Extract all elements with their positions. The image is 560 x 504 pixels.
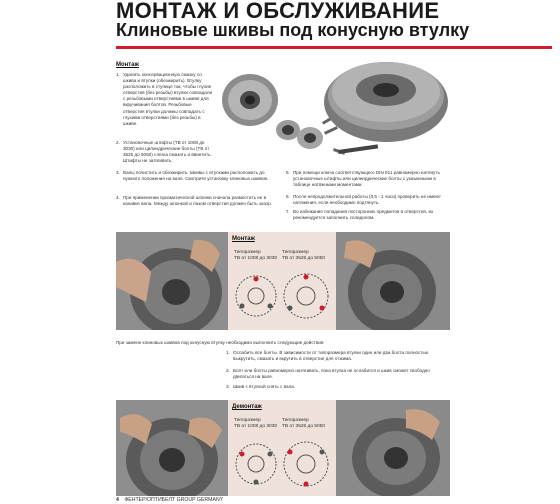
bushing-small-outline xyxy=(236,276,276,316)
removal-left-caption: Типоразмер ТВ от 1008 до 3030 xyxy=(234,418,278,429)
removal-step-2: 2. Болт или болты равномерно натягивать, пока втулка не ослабится и шкив сможет свободно двигаться на вале. xyxy=(226,368,430,380)
install-step-3: 3. Валы почистить и обезжирить. Шкивы с втулками расположить до нужного положения на вале. Смотрите установку клиновых шкивов. xyxy=(116,170,269,182)
footer xyxy=(116,497,223,503)
removal-bushing-diagrams xyxy=(232,434,332,494)
bushing-large-outline xyxy=(284,274,328,318)
company-name: ФЕНТЕР/ОПТИБЕЛТ GROUP GERMANY xyxy=(124,497,224,503)
install-step-4: 4. При применении призматической шпонки сначала разместить ее в канавке вала. Между шпонкой и пазом отверстия должен быть зазор. xyxy=(116,195,272,207)
install-step-5: 5. При помощи ключа соответствующего DIN 911 равномерно натянуть установочные штифты или цилиндрические болты с указанными в таблице натяжными моментами. xyxy=(286,170,440,188)
removal-photo-left xyxy=(116,400,228,496)
install-photo-right xyxy=(336,232,450,330)
install-step-1: 1. Удалить консервационную смазку со шкива и втулки (обезжирить). Втулку расположить в ступице так, чтобы глухие отверстия (без резьбы) втулки совпадали с резьбовыми отверстиями в шкиве для вкручивания болтов. Резьбовые отверстия втулки должны совпадать с глухими отверстиями (без резьбы) в шкиве. xyxy=(116,72,213,126)
page-subtitle: Клиновые шкивы под конусную втулку xyxy=(116,20,470,40)
page-number: 4 xyxy=(116,497,119,503)
page-title: МОНТАЖ И ОБСЛУЖИВАНИЕ xyxy=(116,0,440,23)
install-step-6: 6. После непродолжительной работы (0,5 - 1 часа) проверить не имеют натяжения, если необходимо подтянуть. xyxy=(286,194,442,206)
removal-photo-right xyxy=(336,400,450,496)
install-photo-left xyxy=(116,232,228,330)
install-diagram-title: Монтаж xyxy=(232,236,255,242)
removal-intro: При замене клиновых шкивов под конусную втулку необходимо выполнить следующие действия: xyxy=(116,340,325,345)
title-divider xyxy=(116,46,552,49)
bolt-mark xyxy=(254,277,259,282)
removal-step-3: 3. Шкив с втулкой снять с вала. xyxy=(226,384,296,389)
install-bushing-diagrams xyxy=(232,266,332,326)
install-right-caption: Типоразмер ТВ от 3525 до 5050 xyxy=(282,250,326,261)
section-title-install: Монтаж xyxy=(116,62,139,68)
install-step-2: 2. Установочные штифты (ТВ от 1008 до 3030) или цилиндрические болты (ТВ от 3525 до 5050) слегка смазать и ввинтить. Штифты не затягивать. xyxy=(116,140,212,164)
pulley-product-illustration xyxy=(218,60,456,164)
wrench-shape xyxy=(338,144,378,154)
removal-diagram-title: Демонтаж xyxy=(232,404,262,410)
removal-right-caption: Типоразмер ТВ от 3525 до 5050 xyxy=(282,418,326,429)
removal-step-1: 1. Ослабить все болты. В зависимости от типоразмера втулки один или два болта полностью выкрутить, смазать и вкрутить в отверстие для отжима. xyxy=(226,350,429,362)
install-left-caption: Типоразмер ТВ от 1008 до 3030 xyxy=(234,250,278,261)
install-step-7: 7. Во избежание попадания посторонних предметов в отверстия, их рекомендуется заполнить солидолом. xyxy=(286,209,434,221)
